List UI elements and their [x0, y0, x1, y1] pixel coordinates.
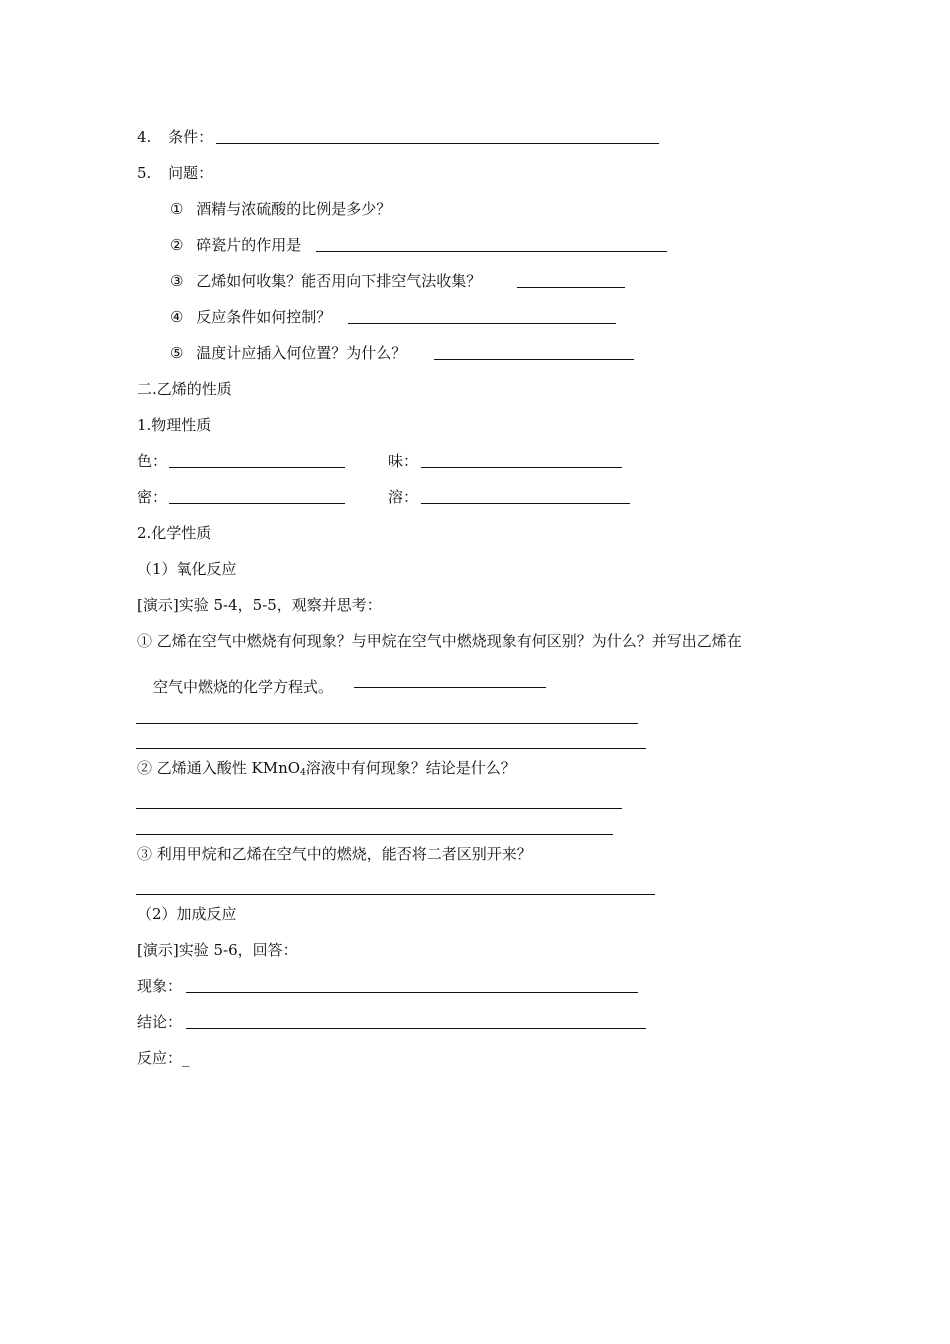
answer-blank[interactable]: [517, 287, 625, 288]
question-mark: ④: [170, 308, 184, 326]
answer-line[interactable]: [136, 834, 613, 835]
reaction-type-heading: （1）氧化反应: [137, 560, 237, 578]
answer-blank[interactable]: [434, 359, 634, 360]
item-4: [137, 127, 213, 147]
oxidation-question-1-cont: 空气中燃烧的化学方程式。: [153, 678, 334, 696]
condition-blank[interactable]: [216, 143, 659, 144]
reaction-blank[interactable]: _: [182, 1049, 190, 1067]
question-text: ② 乙烯通入酸性 KMnO: [137, 759, 301, 777]
answer-line[interactable]: [136, 723, 638, 724]
question-1: [170, 199, 391, 219]
item-label: 问题：: [168, 164, 214, 182]
question-2: [170, 235, 301, 255]
answer-line[interactable]: [136, 748, 646, 749]
answer-blank[interactable]: [316, 251, 667, 252]
question-text: 温度计应插入何位置？为什么？: [196, 344, 407, 362]
section-heading: 二.乙烯的性质: [137, 380, 232, 398]
demo-line: [演示]实验 5-4，5-5，观察并思考：: [137, 596, 382, 614]
question-5: [170, 343, 406, 363]
reaction-label: 反应：: [137, 1049, 183, 1067]
phenomenon-label: 现象：: [137, 977, 183, 995]
density-label: 密：: [137, 488, 168, 506]
solubility-label: 溶：: [388, 488, 419, 506]
question-text: 溶液中有何现象？结论是什么？: [305, 759, 516, 777]
reaction-line: [137, 1048, 190, 1068]
item-number: 5.: [137, 164, 152, 182]
smell-blank[interactable]: [421, 467, 622, 468]
item-5: [137, 163, 213, 183]
question-text: 乙烯如何收集？能否用向下排空气法收集？: [196, 272, 482, 290]
oxidation-question-1: ① 乙烯在空气中燃烧有何现象？与甲烷在空气中燃烧现象有何区别？为什么？并写出乙烯在: [137, 632, 742, 650]
equation-blank[interactable]: [354, 687, 546, 688]
subsection-heading: 2.化学性质: [137, 524, 212, 542]
solubility-blank[interactable]: [421, 503, 630, 504]
question-text: 碎瓷片的作用是: [196, 236, 302, 254]
phenomenon-blank[interactable]: [186, 992, 638, 993]
answer-line[interactable]: [136, 808, 622, 809]
item-number: 4.: [137, 128, 152, 146]
answer-blank[interactable]: [348, 323, 616, 324]
color-blank[interactable]: [169, 467, 345, 468]
density-blank[interactable]: [169, 503, 345, 504]
reaction-type-heading: （2）加成反应: [137, 905, 237, 923]
oxidation-question-2: [137, 758, 516, 783]
question-mark: ②: [170, 236, 184, 254]
subsection-heading: 1.物理性质: [137, 416, 212, 434]
conclusion-label: 结论：: [137, 1013, 183, 1031]
item-label: 条件：: [168, 128, 214, 146]
subscript: 4: [300, 768, 306, 778]
answer-line[interactable]: [136, 894, 655, 895]
demo-line: [演示]实验 5-6，回答：: [137, 941, 298, 959]
question-mark: ①: [170, 200, 184, 218]
question-text: 酒精与浓硫酸的比例是多少？: [196, 200, 392, 218]
question-3: [170, 271, 481, 291]
smell-label: 味：: [388, 452, 419, 470]
conclusion-blank[interactable]: [186, 1028, 646, 1029]
question-mark: ③: [170, 272, 184, 290]
oxidation-question-3: ③ 利用甲烷和乙烯在空气中的燃烧，能否将二者区别开来？: [137, 845, 532, 863]
question-4: [170, 307, 331, 327]
question-text: 反应条件如何控制？: [196, 308, 332, 326]
color-label: 色：: [137, 452, 168, 470]
question-mark: ⑤: [170, 344, 184, 362]
